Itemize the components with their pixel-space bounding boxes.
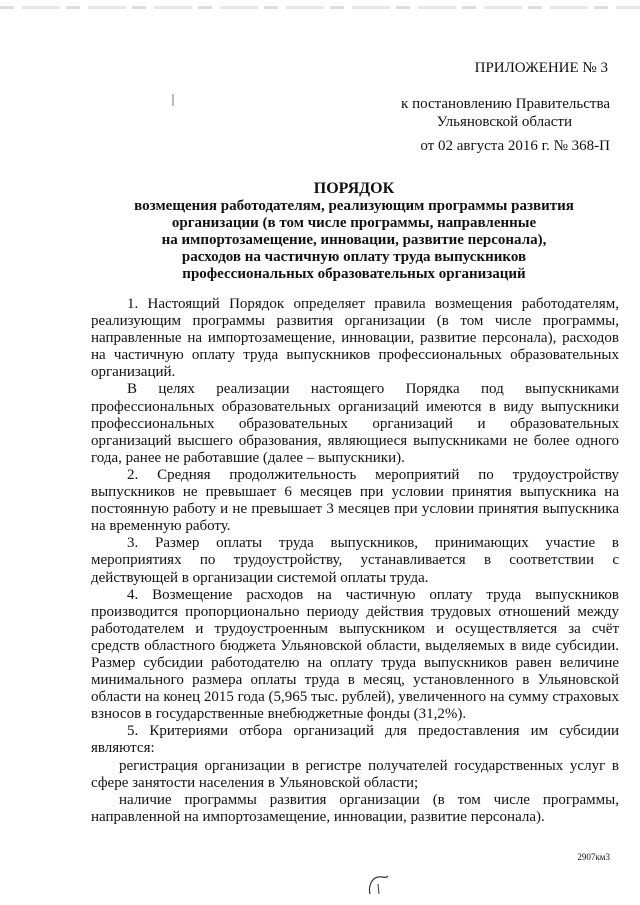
title-line-3: на импортозамещение, инновации, развитие персонала), bbox=[161, 232, 547, 248]
criteria-item-1: регистрация организации в регистре получателей государственных услуг в сфере занятости населения в Ульяновской области; bbox=[91, 757, 619, 791]
criteria-item-2: наличие программы развития организации (в том числе программы, направленной на импортозамещение, инновации, развитие персонала). bbox=[91, 791, 619, 825]
appendix-title: ПРИЛОЖЕНИЕ № 3 bbox=[474, 60, 608, 76]
paragraph-1: 1. Настоящий Порядок определяет правила возмещения работодателям, реализующим программы развития организации (в том числе программы, направленные на импортозамещение, инновации, развитие персонала), расходов на частичную оплату труда выпускников профессиональных образовательных организаций. bbox=[91, 296, 619, 381]
document-title bbox=[90, 180, 618, 283]
paragraph-3: 3. Размер оплаты труда выпускников, принимающих участие в мероприятиях по трудоустройству, устанавливается в соответствии с действующей в организации системой оплаты труда. bbox=[91, 535, 619, 586]
paragraph-2: 2. Средняя продолжительность мероприятий по трудоустройству выпускников не превышает 6 месяцев при условии принятия выпускника на постоянную работу и не превышает 3 месяцев при условии принятия выпускника на временную работу. bbox=[91, 466, 619, 535]
paragraph-1-definition: В целях реализации настоящего Порядка под выпускниками профессиональных образовательных организаций имеются в виду выпускники профессиональных образовательных организаций и образовательных организаций высшего образования, являющиеся выпускниками не более одного года, ранее не работавшие (далее – выпускники). bbox=[91, 381, 619, 466]
title-line-1: возмещения работодателям, реализующим программы развития bbox=[134, 198, 574, 214]
scan-artifact-mark bbox=[172, 94, 174, 106]
title-line-2: организации (в том числе программы, направленные bbox=[171, 215, 537, 231]
title-line-4: расходов на частичную оплату труда выпускников bbox=[181, 249, 527, 265]
footer-code: 2907км3 bbox=[577, 852, 610, 862]
resolution-region: Ульяновской области bbox=[436, 114, 572, 130]
title-main: ПОРЯДОК bbox=[313, 180, 395, 197]
handwritten-mark-icon bbox=[364, 872, 394, 898]
scan-artifact-top bbox=[0, 6, 640, 9]
resolution-date: от 02 августа 2016 г. № 368-П bbox=[420, 138, 610, 154]
title-line-5: профессиональных образовательных организаций bbox=[182, 266, 526, 282]
paragraph-5: 5. Критериями отбора организаций для предоставления им субсидии являются: bbox=[91, 723, 619, 757]
paragraph-4: 4. Возмещение расходов на частичную оплату труда выпускников производится пропорционально периоду действия трудовых отношений между работодателем и трудоустроенным выпускником и осуществляется за счёт средств областного бюджета Ульяновской области, выделяемых в виде субсидии. Размер субсидии работодателю на оплату труда выпускников равен величине минимального размера оплаты труда в месяц, установленного в Ульяновской области на конец 2015 года (5,965 тыс. рублей), увеличенного на сумму страховых взносов в государственные внебюджетные фонды (31,2%). bbox=[91, 586, 619, 723]
document-body bbox=[91, 296, 619, 826]
resolution-reference: к постановлению Правительства bbox=[401, 96, 610, 112]
